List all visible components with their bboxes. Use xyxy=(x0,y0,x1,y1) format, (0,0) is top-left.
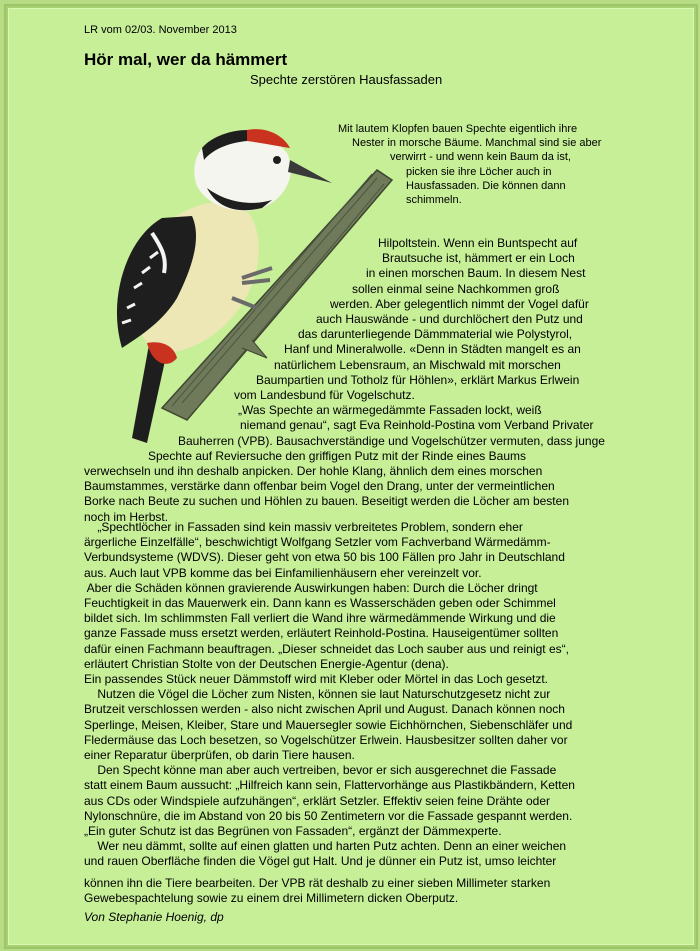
body-line: Aber die Schäden können gravierende Auswirkungen haben: Durch die Löcher dringt xyxy=(84,580,538,595)
lead-line: werden. Aber gelegentlich nimmt der Vogel dafür xyxy=(330,296,589,311)
body-line: aus. Auch laut VPB komme das bei Einfamilienhäusern eher vereinzelt vor. xyxy=(84,565,482,580)
lead-line: auch Hauswände - und durchlöchert den Putz und xyxy=(316,312,583,327)
body-line: erläutert Christian Stolte von der Deutschen Energie-Agentur (dena). xyxy=(84,656,449,671)
headline: Hör mal, wer da hämmert xyxy=(84,50,288,69)
body-line: aus CDs oder Windspiele aufzuhängen“, erklärt Setzler. Effektiv seien feine Drähte oder xyxy=(84,793,551,808)
subhead: Spechte zerstören Hausfassaden xyxy=(250,72,443,87)
dateline: LR vom 02/03. November 2013 xyxy=(84,24,237,36)
lead-paragraph xyxy=(84,236,624,525)
body-line: dafür einen Fachmann beauftragen. „Dieser schneidet das Loch sauber aus und reinigt es“, xyxy=(84,641,569,656)
lead-line: Brautsuche ist, hämmert er ein Loch xyxy=(382,251,575,266)
body-line: Brutzeit verschlossen werden - also nicht zwischen April und August. Danach können noch xyxy=(84,702,565,717)
lead-line: niemand genau“, sagt Eva Reinhold-Postina vom Verband Privater xyxy=(240,418,594,433)
teaser-line: verwirrt - und wenn kein Baum da ist, xyxy=(390,151,571,164)
body-line: bildet sich. Im schlimmsten Fall verliert die Wand ihre wärmedämmende Wirkung und die xyxy=(84,611,556,626)
body-line: Verbundsysteme (WDVS). Dieser geht von etwa 50 bis 100 Fällen pro Jahr in Deutschland xyxy=(84,550,565,565)
body-line: Nutzen die Vögel die Löcher zum Nisten, können sie laut Naturschutzgesetz nicht zur xyxy=(84,687,551,702)
lead-line: in einen morschen Baum. In diesem Nest xyxy=(366,266,586,281)
body-line: Wer neu dämmt, sollte auf einen glatten und harten Putz achten. Denn an einer weichen xyxy=(84,839,567,854)
body-line: ärgerliche Einzelfälle“, beschwichtigt Wolfgang Setzler vom Fachverband Wärmedämm- xyxy=(84,535,551,550)
lead-line: natürlichem Lebensraum, an Mischwald mit morschen xyxy=(274,357,561,372)
article-body xyxy=(84,520,619,906)
lead-line: verwechseln und ihn deshalb anpicken. Der hohle Klang, ähnlich dem eines morschen xyxy=(84,464,543,479)
body-line: ganze Fassade muss ersetzt werden, erläutert Reinhold-Postina. Hauseigentümer sollten xyxy=(84,626,559,641)
body-line: einer Reparatur überprüfen, ob darin Tiere hausen. xyxy=(84,748,355,763)
teaser-paragraph xyxy=(330,122,660,207)
body-line: können ihn die Tiere bearbeiten. Der VPB rät deshalb zu einer sieben Millimeter starken xyxy=(84,875,551,890)
teaser-line: Mit lautem Klopfen bauen Spechte eigentlich ihre xyxy=(338,123,578,135)
lead-line: Hanf und Mineralwolle. «Denn in Städten mangelt es an xyxy=(284,342,581,357)
body-line: statt einem Baum aussucht: „Hilfreich kann sein, Flattervorhänge aus Plastikbändern, Ketten xyxy=(84,778,575,793)
teaser-line: Nester in morsche Bäume. Manchmal sind sie aber xyxy=(352,137,602,150)
teaser-line: picken sie ihre Löcher auch in xyxy=(406,165,552,178)
body-line: Gewebespachtelung sowie zu einem drei Millimetern dicken Oberputz. xyxy=(84,890,459,905)
lead-line: Bauherren (VPB). Bausachverständige und Vogelschützer vermuten, dass junge xyxy=(178,433,605,448)
body-line: „Ein guter Schutz ist das Begrünen von Fassaden“, ergänzt der Dämmexperte. xyxy=(84,824,502,839)
lead-line: noch im Herbst. xyxy=(84,509,169,524)
body-line: Nylonschnüre, die im Abstand von 20 bis 50 Zentimetern vor die Fassade gespannt werden. xyxy=(84,808,573,823)
body-line: „Spechtlöcher in Fassaden sind kein massiv verbreitetes Problem, sondern eher xyxy=(84,520,523,534)
body-line: Sperlinge, Meisen, Kleiber, Stare und Mauersegler sowie Eichhörnchen, Siebenschläfer und xyxy=(84,717,573,732)
teaser-line: Hausfassaden. Die können dann xyxy=(406,179,566,192)
lead-line: Baumstammes, verstärke dann offenbar beim Vogel den Drang, unter der vermeintlichen xyxy=(84,479,555,494)
body-line: Feuchtigkeit in das Mauerwerk ein. Dann kann es Wasserschäden geben oder Schimmel xyxy=(84,596,556,611)
body-line: Fledermäuse das Loch besetzen, so Vogelschützer Erlwein. Hausbesitzer sollten daher vor xyxy=(84,732,568,747)
teaser-line: schimmeln. xyxy=(406,194,462,207)
body-line: und rauen Oberfläche finden die Vögel gut Halt. Und je dünner ein Putz ist, umso leichter xyxy=(84,854,557,869)
lead-line: das darunterliegende Dämmmaterial wie Polystyrol, xyxy=(298,327,573,342)
lead-line: vom Landesbund für Vogelschutz. xyxy=(234,388,415,403)
body-line: Ein passendes Stück neuer Dämmstoff wird mit Kleber oder Mörtel in das Loch gesetzt. xyxy=(84,672,548,687)
lead-line: Hilpoltstein. Wenn ein Buntspecht auf xyxy=(378,236,578,250)
body-line: Den Specht könne man aber auch vertreiben, bevor er sich ausgerechnet die Fassade xyxy=(84,763,557,778)
lead-line: Spechte auf Reviersuche den griffigen Putz mit der Rinde eines Baums xyxy=(148,448,526,463)
lead-line: „Was Spechte an wärmegedämmte Fassaden lockt, weiß xyxy=(238,403,542,418)
lead-line: Borke nach Beute zu suchen und Höhlen zu bauen. Beseitigt werden die Löcher am besten xyxy=(84,494,569,509)
lead-line: Baumpartien und Totholz für Höhlen», erklärt Markus Erlwein xyxy=(256,372,580,387)
byline: Von Stephanie Hoenig, dp xyxy=(84,910,224,924)
lead-line: sollen einmal seine Nachkommen groß xyxy=(352,281,560,296)
